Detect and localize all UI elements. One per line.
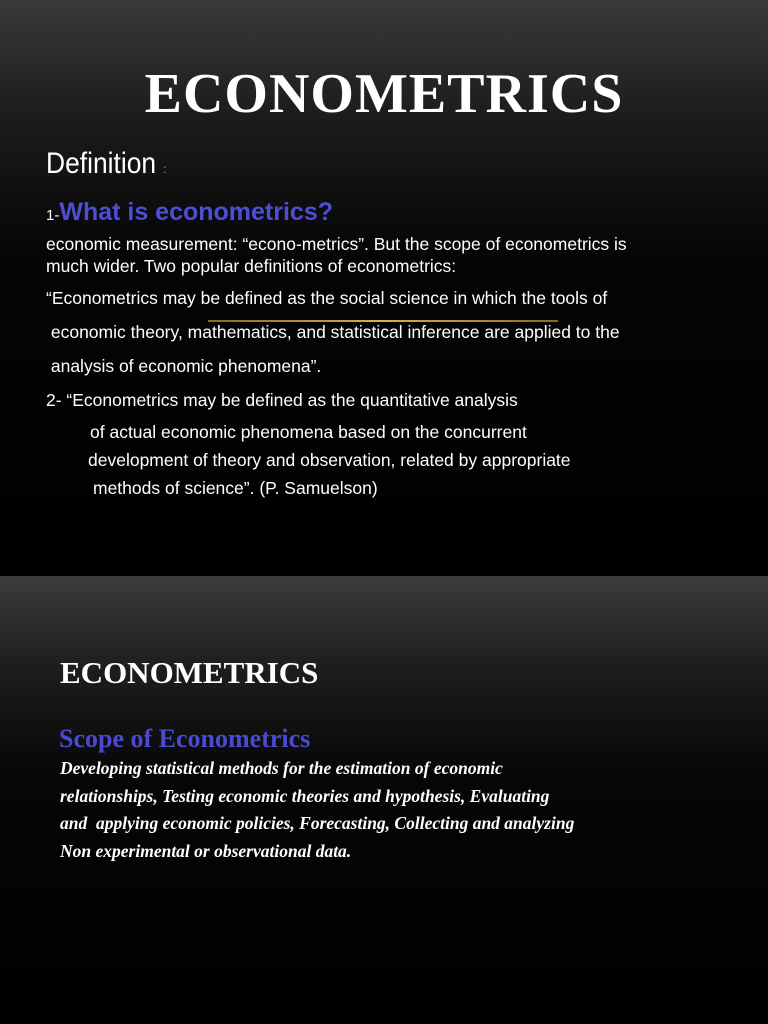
- body-line: much wider. Two popular definitions of econometrics:: [46, 256, 457, 276]
- scope-heading: Scope of Econometrics: [59, 724, 311, 753]
- question-number: 1-: [46, 207, 60, 224]
- definition-1-line: analysis of economic phenomena”.: [46, 356, 322, 376]
- definition-2-line: of actual economic phenomena based on the concurrent: [90, 422, 527, 442]
- question-heading: [46, 198, 333, 227]
- scope-line: Developing statistical methods for the estimation of economic: [60, 758, 503, 778]
- definition-colon: :: [163, 162, 167, 176]
- scope-line: relationships, Testing economic theories and hypothesis, Evaluating: [60, 786, 550, 806]
- scope-line: and applying economic policies, Forecasting, Collecting and analyzing: [60, 813, 575, 833]
- definition-label: [46, 147, 166, 181]
- scope-line: Non experimental or observational data.: [60, 841, 352, 861]
- definition-2-line: development of theory and observation, related by appropriate: [88, 450, 571, 470]
- body-line: economic measurement: “econo-metrics”. But the scope of econometrics is: [46, 234, 627, 254]
- question-text: What is econometrics?: [59, 198, 334, 226]
- slide-1-title: ECONOMETRICS: [144, 63, 624, 125]
- slide-2-title: ECONOMETRICS: [60, 655, 319, 690]
- definition-1-line: economic theory, mathematics, and statistical inference are applied to the: [46, 322, 620, 342]
- definition-1-line: “Econometrics may be defined as the social science in which the tools of: [46, 288, 608, 308]
- definition-text: Definition: [46, 147, 157, 180]
- definition-2-line: 2- “Econometrics may be defined as the quantitative analysis: [46, 390, 518, 410]
- definition-2-line: methods of science”. (P. Samuelson): [93, 478, 378, 498]
